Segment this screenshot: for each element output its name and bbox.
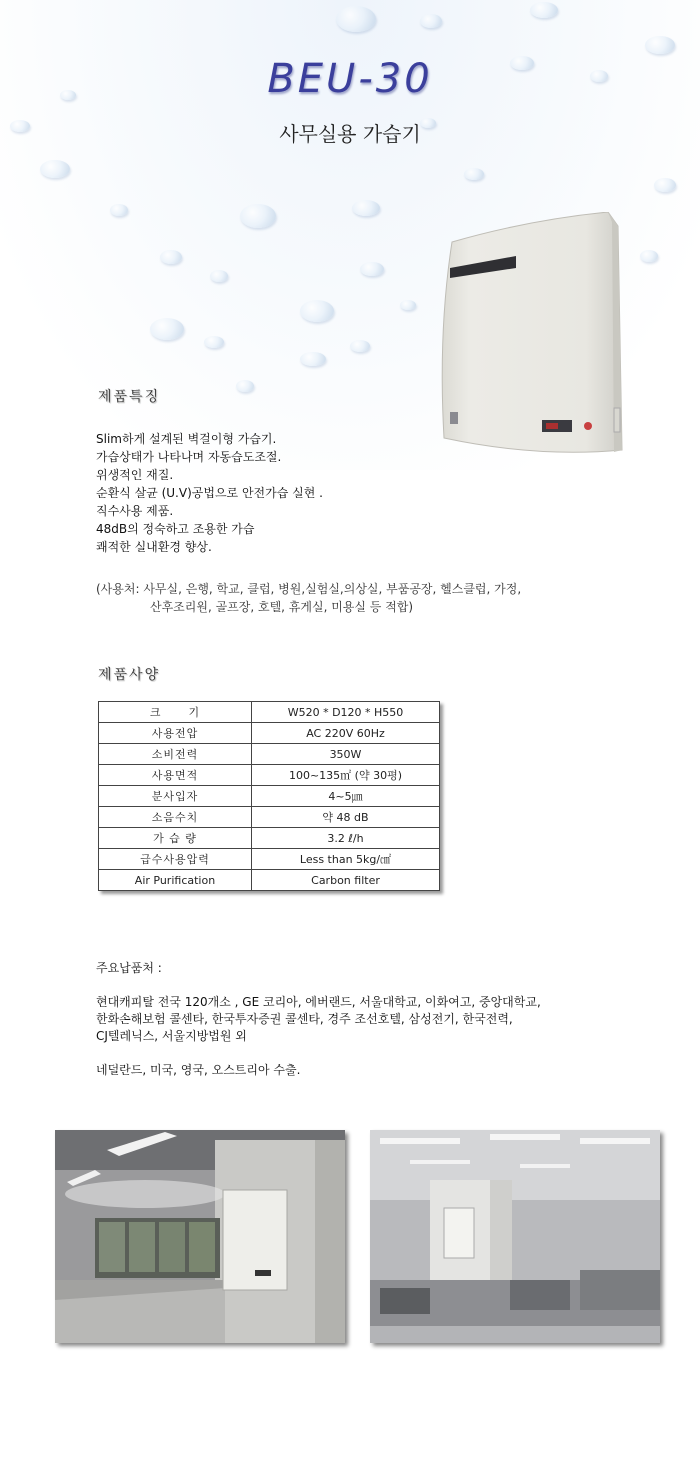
- spec-value: 3.2 ℓ/h: [252, 828, 440, 849]
- specs-heading: 제품사양: [98, 667, 161, 683]
- spec-value: 100~135㎡ (약 30평): [252, 765, 440, 786]
- usage-line: (사용처: 사무실, 은행, 학교, 클럽, 병원,실험실,의상실, 부품공장, 헬스클럽, 가정,: [96, 582, 522, 596]
- spec-value: Carbon filter: [252, 870, 440, 891]
- spec-label: 소비전력: [99, 744, 252, 765]
- product-model-title: BEU-30: [267, 56, 433, 102]
- water-drop: [160, 250, 182, 264]
- usage-places: [96, 580, 521, 616]
- feature-line: 직수사용 제품.: [96, 504, 174, 518]
- water-drop: [300, 300, 334, 322]
- spec-label: 급수사용압력: [99, 849, 252, 870]
- water-drop: [110, 204, 128, 216]
- installation-photo-corridor: [55, 1130, 345, 1343]
- humidifier-image: [438, 212, 630, 458]
- export-line: 네덜란드, 미국, 영국, 오스트리아 수출.: [96, 1063, 301, 1077]
- client-line: 한화손해보험 콜센타, 한국투자증권 콜센타, 경주 조선호텔, 삼성전기, 한국전력,: [96, 1012, 513, 1026]
- spec-label: Air Purification: [99, 870, 252, 891]
- table-row: [99, 702, 440, 723]
- feature-line: 가습상태가 나타나며 자동습도조절.: [96, 450, 282, 464]
- clients-section: [96, 960, 541, 1079]
- spec-label: 사용전압: [99, 723, 252, 744]
- water-drop: [654, 178, 676, 192]
- water-drop: [530, 2, 558, 18]
- water-drop: [300, 352, 326, 366]
- spec-label: 가 습 량: [99, 828, 252, 849]
- spec-value: 350W: [252, 744, 440, 765]
- spec-label: 분사입자: [99, 786, 252, 807]
- spec-value: Less than 5kg/㎠: [252, 849, 440, 870]
- spec-value: 4~5㎛: [252, 786, 440, 807]
- water-drop: [360, 262, 384, 276]
- water-drop: [400, 300, 416, 310]
- water-drop: [40, 160, 70, 178]
- table-row: [99, 828, 440, 849]
- table-row: [99, 786, 440, 807]
- water-drop: [236, 380, 254, 392]
- water-drop: [210, 270, 228, 282]
- water-drop: [420, 14, 442, 28]
- spec-table: [98, 701, 440, 891]
- installation-photo-office: [370, 1130, 660, 1343]
- water-drop: [204, 336, 224, 348]
- spec-label: 사용면적: [99, 765, 252, 786]
- water-drop: [336, 6, 376, 32]
- feature-line: Slim하게 설계된 벽걸이형 가습기.: [96, 432, 277, 446]
- water-drop: [352, 200, 380, 216]
- features-list: [96, 430, 323, 556]
- water-drop: [350, 340, 370, 352]
- features-heading: 제품특징: [98, 389, 161, 405]
- feature-line: 쾌적한 실내환경 향상.: [96, 540, 212, 554]
- spec-label: 소음수치: [99, 807, 252, 828]
- clients-heading: 주요납품처 :: [96, 961, 162, 975]
- feature-line: 순환식 살균 (U.V)공법으로 안전가습 실현 .: [96, 486, 323, 500]
- table-row: [99, 849, 440, 870]
- client-line: CJ텔레닉스, 서울지방법원 외: [96, 1029, 247, 1043]
- water-drop: [464, 168, 484, 180]
- table-row: [99, 807, 440, 828]
- feature-line: 48dB의 정숙하고 조용한 가습: [96, 522, 255, 536]
- spec-label: 크 기: [99, 702, 252, 723]
- spec-value: AC 220V 60Hz: [252, 723, 440, 744]
- client-line: 현대캐피탈 전국 120개소 , GE 코리아, 에버랜드, 서울대학교, 이화여고, 중앙대학교,: [96, 995, 541, 1009]
- water-drop: [240, 204, 276, 228]
- product-subtitle: 사무실용 가습기: [279, 122, 421, 146]
- water-drop: [645, 36, 675, 54]
- usage-line: 산후조리원, 골프장, 호텔, 휴게실, 미용실 등 적합): [150, 600, 414, 614]
- table-row: [99, 723, 440, 744]
- table-row: [99, 744, 440, 765]
- water-drop: [640, 250, 658, 262]
- spec-value: W520 * D120 * H550: [252, 702, 440, 723]
- table-row: [99, 870, 440, 891]
- table-row: [99, 765, 440, 786]
- water-drop: [150, 318, 184, 340]
- feature-line: 위생적인 재질.: [96, 468, 174, 482]
- spec-value: 약 48 dB: [252, 807, 440, 828]
